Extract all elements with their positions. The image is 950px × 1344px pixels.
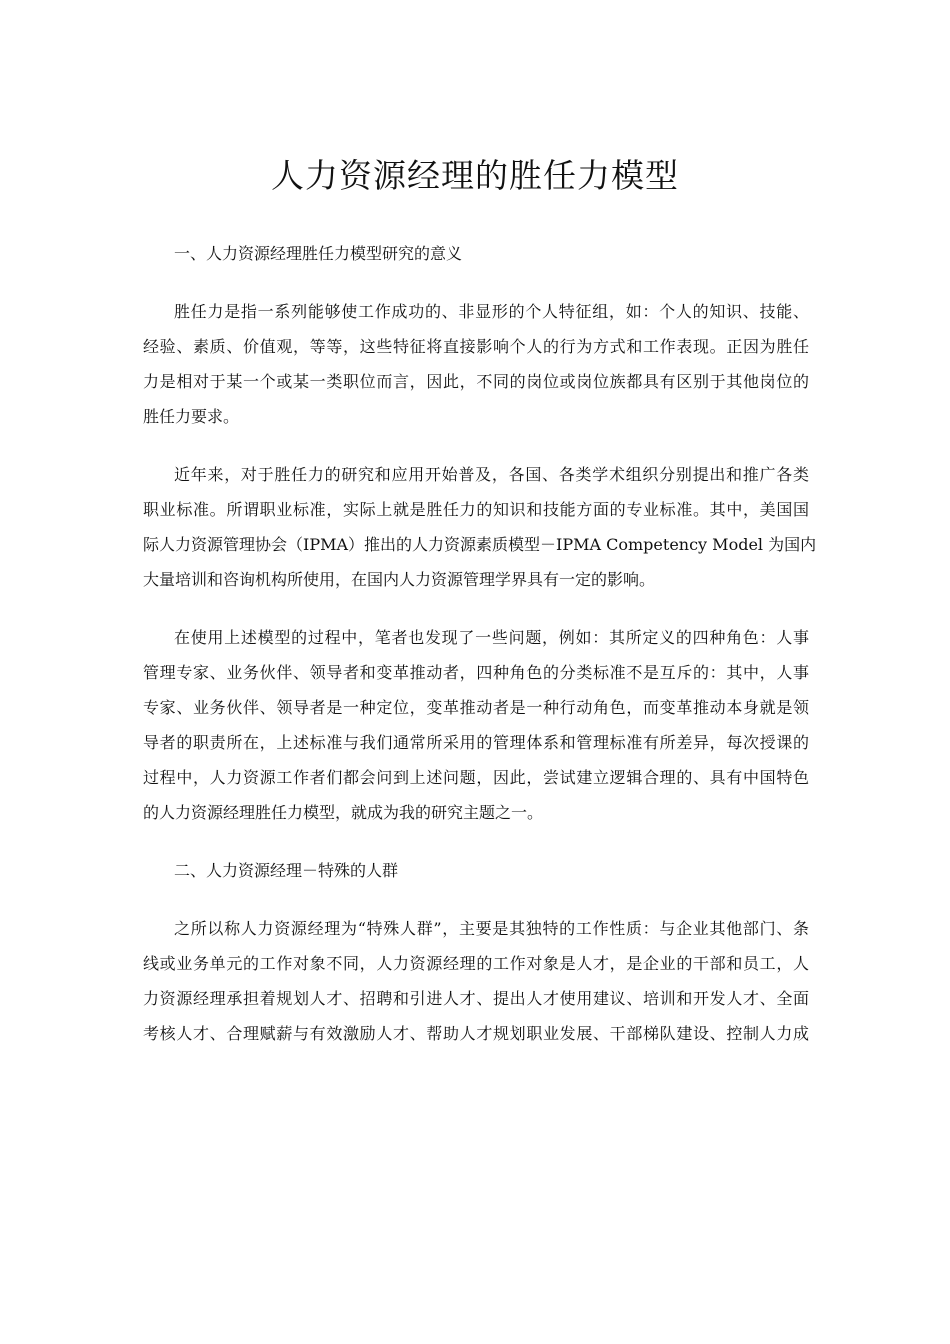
paragraph-line: 的人力资源经理胜任力模型，就成为我的研究主题之一。 [143, 803, 544, 822]
paragraph-4 [143, 911, 809, 1051]
paragraph-line: 管理专家、业务伙伴、领导者和变革推动者，四种角色的分类标准不是互斥的：其中，人事 [143, 663, 809, 682]
paragraph-line: 胜任力要求。 [143, 407, 240, 426]
paragraph-line: 专家、业务伙伴、领导者是一种定位，变革推动者是一种行动角色，而变革推动本身就是领 [143, 698, 809, 717]
paragraph-line: 胜任力是指一系列能够使工作成功的、非显形的个人特征组，如：个人的知识、技能、 [174, 302, 809, 321]
paragraph-line: 导者的职责所在，上述标准与我们通常所采用的管理体系和管理标准有所差异，每次授课的 [143, 733, 809, 752]
paragraph-line: 力是相对于某一个或某一类职位而言，因此，不同的岗位或岗位族都具有区别于其他岗位的 [143, 372, 809, 391]
paragraph-line: 在使用上述模型的过程中，笔者也发现了一些问题，例如：其所定义的四种角色：人事 [174, 628, 809, 647]
paragraph-line: 过程中，人力资源工作者们都会问到上述问题，因此，尝试建立逻辑合理的、具有中国特色 [143, 768, 809, 787]
paragraph-line: 大量培训和咨询机构所使用，在国内人力资源管理学界具有一定的影响。 [143, 570, 656, 589]
paragraph-2 [143, 457, 817, 597]
paragraph-line: 经验、素质、价值观，等等，这些特征将直接影响个人的行为方式和工作表现。正因为胜任 [143, 337, 809, 356]
document-body [143, 236, 817, 1074]
paragraph-line: 考核人才、合理赋薪与有效激励人才、帮助人才规划职业发展、干部梯队建设、控制人力成 [143, 1024, 809, 1043]
paragraph-line: 之所以称人力资源经理为“特殊人群”，主要是其独特的工作性质：与企业其他部门、条 [174, 919, 809, 938]
paragraph-line: 际人力资源管理协会（IPMA）推出的人力资源素质模型－IPMA Competency Model 为国内 [143, 535, 817, 554]
paragraph-line: 近年来，对于胜任力的研究和应用开始普及，各国、各类学术组织分别提出和推广各类 [174, 465, 809, 484]
section-heading-2: 二、人力资源经理－特殊的人群 [174, 861, 399, 880]
paragraph-1 [143, 294, 809, 434]
paragraph-line: 职业标准。所谓职业标准，实际上就是胜任力的知识和技能方面的专业标准。其中，美国国 [143, 500, 809, 519]
paragraph-line: 力资源经理承担着规划人才、招聘和引进人才、提出人才使用建议、培训和开发人才、全面 [143, 989, 809, 1008]
section-heading-1: 一、人力资源经理胜任力模型研究的意义 [174, 244, 463, 263]
document-title: 人力资源经理的胜任力模型 [271, 156, 679, 195]
paragraph-3 [143, 620, 809, 830]
paragraph-line: 线或业务单元的工作对象不同，人力资源经理的工作对象是人才，是企业的干部和员工，人 [143, 954, 809, 973]
